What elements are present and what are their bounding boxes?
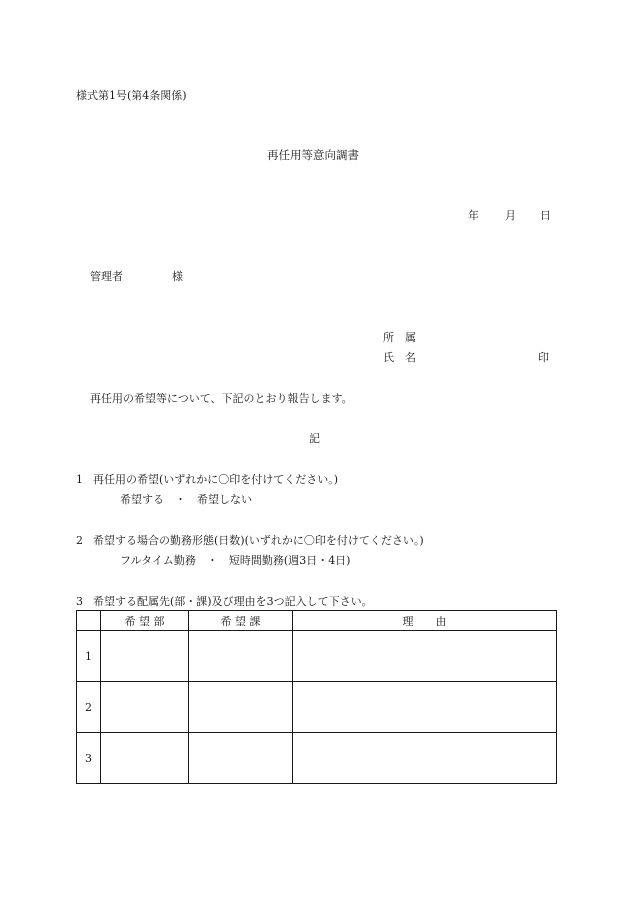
item1-number: 1: [76, 473, 83, 486]
name-label: 氏 名: [383, 351, 416, 364]
header-desired-section: 希 望 課: [189, 611, 293, 631]
addressee-honorific: 様: [172, 270, 183, 283]
row-number: 3: [77, 733, 101, 784]
preference-table: [76, 610, 557, 784]
item3-heading: 希望する配属先(部・課)及び理由を3つ記入して下さい。: [93, 595, 373, 608]
table-row: [77, 682, 557, 733]
section-cell[interactable]: [189, 682, 293, 733]
item2-number: 2: [76, 534, 83, 547]
item3-number: 3: [76, 595, 83, 608]
form-number: 様式第1号(第4条関係): [76, 89, 187, 102]
ki-heading: 記: [309, 432, 320, 445]
header-desired-department: 希 望 部: [101, 611, 189, 631]
item2-options: フルタイム勤務 ・ 短時間勤務(週3日・4日): [120, 554, 351, 567]
row-number: 2: [77, 682, 101, 733]
section-cell[interactable]: [189, 733, 293, 784]
department-cell[interactable]: [101, 631, 189, 682]
table-row: [77, 631, 557, 682]
reason-cell[interactable]: [293, 733, 557, 784]
intro-text: 再任用の希望等について、下記のとおり報告します。: [90, 392, 353, 405]
table-row: [77, 733, 557, 784]
addressee-role: 管理者: [90, 270, 123, 283]
table-header-row: [77, 611, 557, 631]
affiliation-label: 所 属: [383, 331, 416, 344]
item2-heading: 希望する場合の勤務形態(日数)(いずれかに〇印を付けてください。): [93, 534, 424, 547]
item1-heading: 再任用の希望(いずれかに〇印を付けてください。): [93, 473, 339, 486]
reason-cell[interactable]: [293, 631, 557, 682]
section-cell[interactable]: [189, 631, 293, 682]
date-day-label: 日: [540, 209, 551, 222]
header-number: [77, 611, 101, 631]
document-title: 再任用等意向調書: [267, 148, 359, 162]
department-cell[interactable]: [101, 733, 189, 784]
header-reason: 理 由: [293, 611, 557, 631]
seal-label: 印: [538, 351, 549, 364]
row-number: 1: [77, 631, 101, 682]
item1-options: 希望する ・ 希望しない: [120, 493, 252, 506]
department-cell[interactable]: [101, 682, 189, 733]
reason-cell[interactable]: [293, 682, 557, 733]
date-year-label: 年: [468, 209, 479, 222]
date-month-label: 月: [505, 209, 516, 222]
